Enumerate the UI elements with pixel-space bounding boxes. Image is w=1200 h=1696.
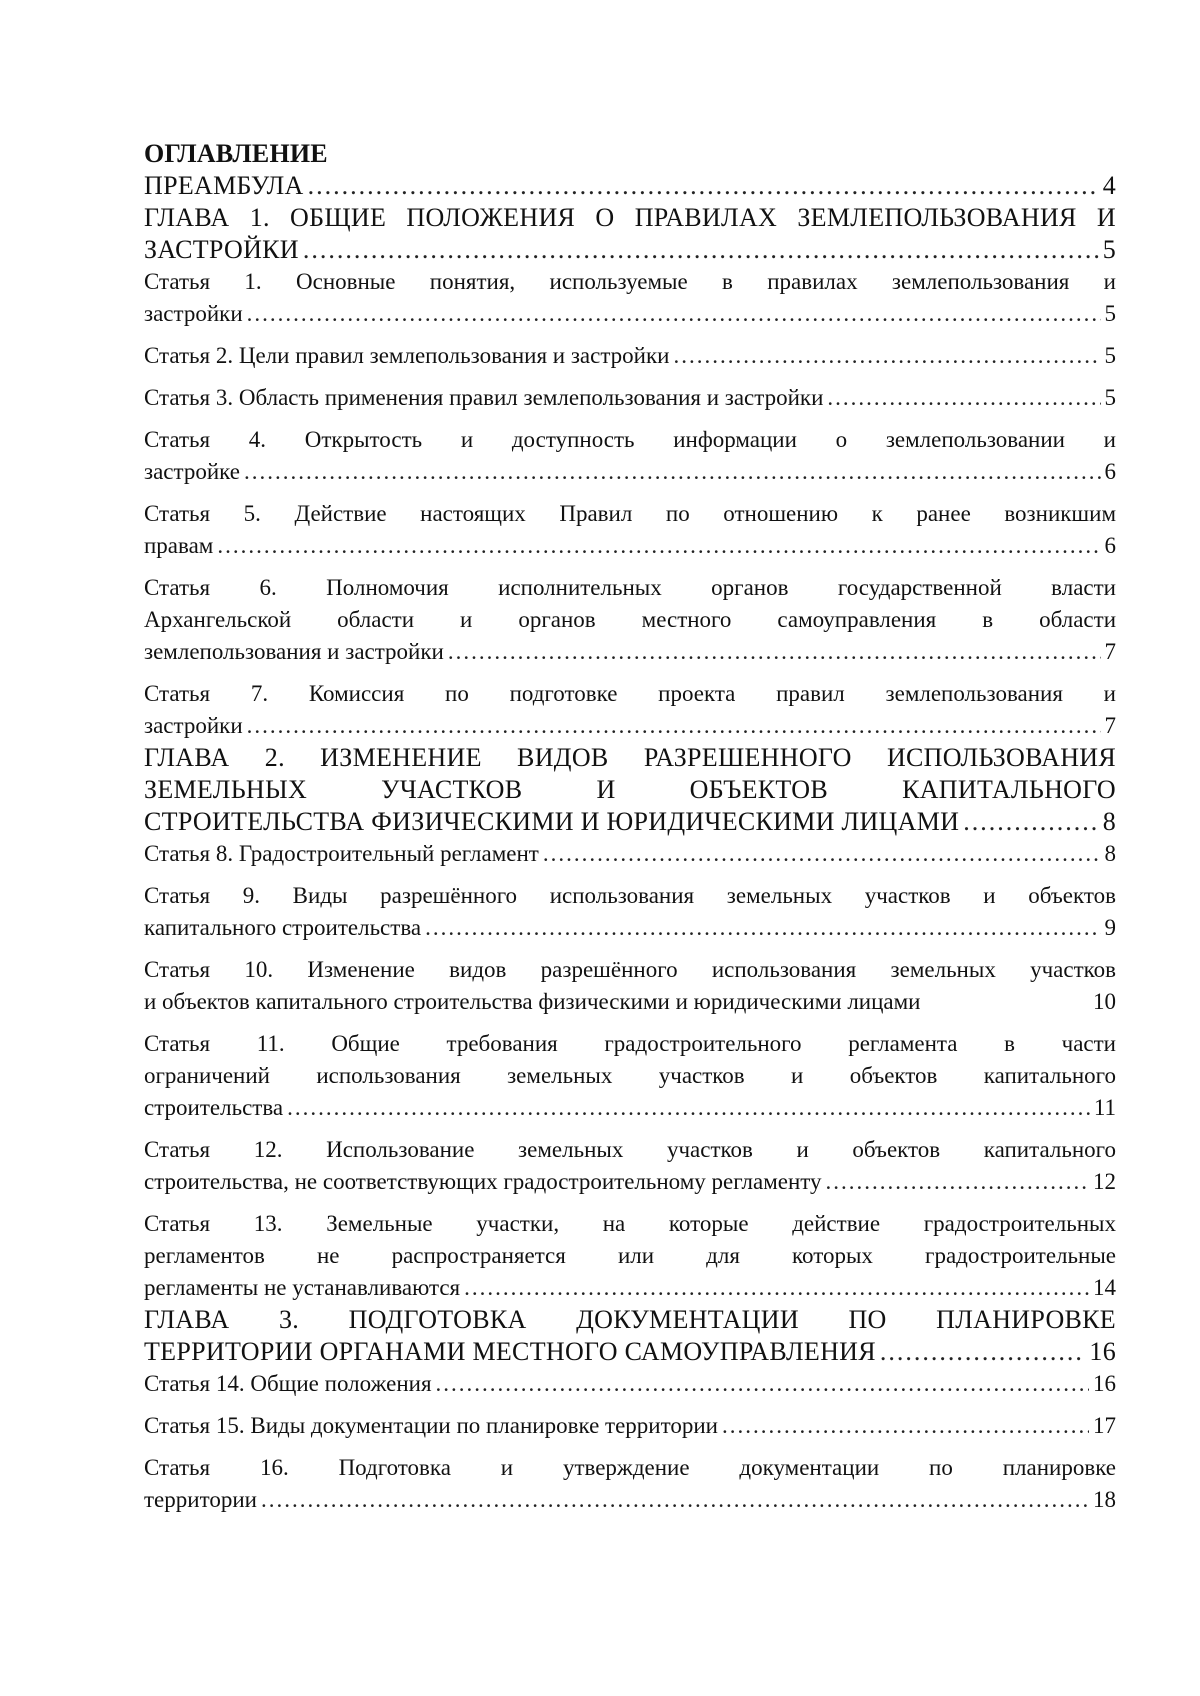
toc-entry-last-line [144, 456, 1116, 488]
toc-leader-dots [826, 1166, 1089, 1198]
toc-entry-last-line [144, 170, 1116, 202]
toc-entry[interactable] [144, 1452, 1116, 1516]
toc-entry[interactable] [144, 838, 1116, 870]
toc-entry-last-line [144, 710, 1116, 742]
toc-leader-dots [287, 1092, 1090, 1124]
toc-entry-text-line: Статья 1. Основные понятия, используемые в правилах землепользования и [144, 269, 1116, 294]
toc-entry[interactable] [144, 1028, 1116, 1124]
toc-leader-dots [673, 340, 1100, 372]
toc-entry[interactable] [144, 498, 1116, 562]
toc-page-number: 8 [1102, 807, 1116, 836]
toc-entry-text-line: Статья 9. Виды разрешённого использования земельных участков и объектов [144, 883, 1116, 908]
toc-entry[interactable] [144, 170, 1116, 202]
toc-entry-title: застройки [144, 301, 243, 326]
toc-page-number: 16 [1089, 1337, 1116, 1366]
toc-entry-title: строительства, не соответствующих градостроительному регламенту [144, 1169, 822, 1194]
toc-leader-dots [436, 1368, 1089, 1400]
toc-entry-text-line: ограничений использования земельных участков и объектов капитального [144, 1063, 1116, 1088]
toc-entry-title: застройки [144, 713, 243, 738]
toc-leader-dots [448, 636, 1101, 668]
toc-entry[interactable] [144, 954, 1116, 1018]
toc-entry-title: Статья 15. Виды документации по планировке территории [144, 1413, 718, 1438]
toc-page-number: 14 [1093, 1275, 1116, 1300]
toc-page-number: 10 [1093, 989, 1116, 1014]
toc-leader-dots [722, 1410, 1089, 1442]
toc-entry[interactable] [144, 572, 1116, 668]
toc-entry[interactable] [144, 382, 1116, 414]
toc-entry-last-line [144, 1368, 1116, 1400]
toc-page-number: 18 [1093, 1487, 1116, 1512]
toc-entry-text-line: Статья 5. Действие настоящих Правил по отношению к ранее возникшим [144, 501, 1116, 526]
toc-page-number: 5 [1102, 235, 1116, 264]
toc-entry-title: регламенты не устанавливаются [144, 1275, 461, 1300]
toc-leader-dots [247, 710, 1101, 742]
toc-entry[interactable] [144, 340, 1116, 372]
toc-page-number: 12 [1093, 1169, 1116, 1194]
toc-page-number: 5 [1104, 343, 1116, 368]
toc-entry-title: ПРЕАМБУЛА [144, 171, 304, 200]
toc-entry-last-line [144, 1410, 1116, 1442]
toc-entry-title: СТРОИТЕЛЬСТВА ФИЗИЧЕСКИМИ И ЮРИДИЧЕСКИМИ ЛИЦАМИ [144, 807, 960, 836]
toc-entry-last-line [144, 382, 1116, 414]
toc-leader-dots [425, 912, 1100, 944]
toc-leader-dots [303, 234, 1099, 266]
toc-entry[interactable] [144, 1410, 1116, 1442]
toc-entry[interactable] [144, 1304, 1116, 1368]
toc-entry[interactable] [144, 1368, 1116, 1400]
toc-entry[interactable] [144, 1134, 1116, 1198]
toc-entry-last-line [144, 1336, 1116, 1368]
toc-entry-title: Статья 3. Область применения правил землепользования и застройки [144, 385, 824, 410]
toc-page-number: 16 [1093, 1371, 1116, 1396]
toc-entry-last-line [144, 838, 1116, 870]
toc-entry-last-line [144, 986, 1116, 1018]
toc-entry-title: строительства [144, 1095, 284, 1120]
toc-entry-last-line [144, 1272, 1116, 1304]
toc-entry-title: Статья 2. Цели правил землепользования и застройки [144, 343, 670, 368]
toc-page-number: 7 [1104, 713, 1116, 738]
toc-page-number: 8 [1104, 841, 1116, 866]
toc-entry[interactable] [144, 1208, 1116, 1304]
toc-page-number: 5 [1104, 301, 1116, 326]
toc-page-number: 6 [1104, 533, 1116, 558]
toc-entry-text-line: ЗЕМЕЛЬНЫХ УЧАСТКОВ И ОБЪЕКТОВ КАПИТАЛЬНОГО [144, 775, 1116, 804]
toc-entry-last-line [144, 912, 1116, 944]
toc-leader-dots [827, 382, 1100, 414]
toc-entry[interactable] [144, 202, 1116, 266]
toc-leader-dots [880, 1336, 1085, 1368]
toc-page-number: 17 [1093, 1413, 1116, 1438]
toc-leader-dots [464, 1272, 1089, 1304]
toc-leader-dots [963, 806, 1099, 838]
toc-entry-last-line [144, 1484, 1116, 1516]
toc-entry-title: правам [144, 533, 214, 558]
toc-entry-last-line [144, 340, 1116, 372]
toc-entry-last-line [144, 1092, 1116, 1124]
toc-entry-title: землепользования и застройки [144, 639, 444, 664]
toc-entry-text-line: Статья 7. Комиссия по подготовке проекта правил землепользования и [144, 681, 1116, 706]
toc-entry-title: ТЕРРИТОРИИ ОРГАНАМИ МЕСТНОГО САМОУПРАВЛЕНИЯ [144, 1337, 876, 1366]
toc-entry-last-line [144, 234, 1116, 266]
toc-entry[interactable] [144, 266, 1116, 330]
toc-entry-text-line: Статья 6. Полномочия исполнительных органов государственной власти [144, 575, 1116, 600]
toc-entry-title: и объектов капитального строительства физическими и юридическими лицами [144, 989, 921, 1014]
toc-entry-title: территории [144, 1487, 257, 1512]
toc-leader-dots [244, 456, 1101, 488]
toc-entry-text-line: Статья 11. Общие требования градостроительного регламента в части [144, 1031, 1116, 1056]
toc-page-number: 6 [1104, 459, 1116, 484]
toc-entry-title: Статья 14. Общие положения [144, 1371, 432, 1396]
toc-page-number: 5 [1104, 385, 1116, 410]
toc-entry[interactable] [144, 742, 1116, 838]
toc-page-number: 11 [1093, 1095, 1116, 1120]
toc-entry-title: Статья 8. Градостроительный регламент [144, 841, 539, 866]
toc-entry-title: капитального строительства [144, 915, 422, 940]
toc-list [144, 170, 1116, 1516]
toc-page [144, 138, 1116, 1516]
toc-entry-text-line: Статья 10. Изменение видов разрешённого использования земельных участков [144, 957, 1116, 982]
toc-leader-dots [543, 838, 1101, 870]
toc-page-number: 9 [1104, 915, 1116, 940]
toc-title: ОГЛАВЛЕНИЕ [144, 139, 328, 168]
toc-leader-dots [217, 530, 1100, 562]
toc-page-number: 7 [1104, 639, 1116, 664]
toc-entry-text-line: ГЛАВА 2. ИЗМЕНЕНИЕ ВИДОВ РАЗРЕШЕННОГО ИСПОЛЬЗОВАНИЯ [144, 743, 1116, 772]
toc-entry-title: застройке [144, 459, 240, 484]
toc-entry-text-line: ГЛАВА 1. ОБЩИЕ ПОЛОЖЕНИЯ О ПРАВИЛАХ ЗЕМЛЕПОЛЬЗОВАНИЯ И [144, 203, 1116, 232]
toc-entry[interactable] [144, 678, 1116, 742]
toc-entry-title: ЗАСТРОЙКИ [144, 235, 299, 264]
toc-entry-text-line: Статья 16. Подготовка и утверждение документации по планировке [144, 1455, 1116, 1480]
toc-entry-last-line [144, 1166, 1116, 1198]
toc-page-number: 4 [1102, 171, 1116, 200]
toc-entry-last-line [144, 636, 1116, 668]
toc-entry[interactable] [144, 880, 1116, 944]
toc-entry-text-line: Архангельской области и органов местного самоуправления в области [144, 607, 1116, 632]
toc-entry[interactable] [144, 424, 1116, 488]
toc-entry-text-line: регламентов не распространяется или для которых градостроительные [144, 1243, 1116, 1268]
toc-leader-dots [308, 170, 1099, 202]
toc-entry-text-line: Статья 4. Открытость и доступность информации о землепользовании и [144, 427, 1116, 452]
toc-entry-text-line: ГЛАВА 3. ПОДГОТОВКА ДОКУМЕНТАЦИИ ПО ПЛАНИРОВКЕ [144, 1305, 1116, 1334]
toc-entry-last-line [144, 806, 1116, 838]
toc-leader-dots [247, 298, 1101, 330]
toc-entry-last-line [144, 530, 1116, 562]
toc-entry-text-line: Статья 12. Использование земельных участков и объектов капитального [144, 1137, 1116, 1162]
toc-leader-dots [261, 1484, 1089, 1516]
toc-entry-last-line [144, 298, 1116, 330]
toc-entry-text-line: Статья 13. Земельные участки, на которые действие градостроительных [144, 1211, 1116, 1236]
